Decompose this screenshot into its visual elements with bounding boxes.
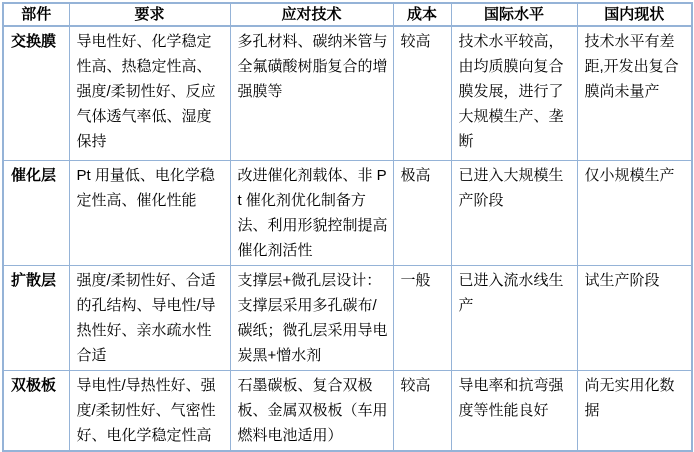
- column-header-component: 部件: [3, 3, 69, 26]
- row-header-diffusion-layer: 扩散层: [3, 265, 69, 370]
- cell-domestic-status: 仅小规模生产: [577, 160, 692, 265]
- column-header-cost: 成本: [393, 3, 451, 26]
- table-row-bipolar-plate: [3, 370, 692, 451]
- row-header-catalyst-layer: 催化层: [3, 160, 69, 265]
- cell-requirements: 强度/柔韧性好、合适的孔结构、导电性/导热性好、亲水疏水性合适: [69, 265, 230, 370]
- table-row-catalyst-layer: [3, 160, 692, 265]
- cell-cost: 极高: [393, 160, 451, 265]
- cell-requirements: 导电性/导热性好、强度/柔韧性好、气密性好、电化学稳定性高: [69, 370, 230, 451]
- cell-requirements: 导电性好、化学稳定性高、热稳定性高、强度/柔韧性好、反应气体透气率低、湿度保持: [69, 26, 230, 160]
- cell-technologies: 石墨碳板、复合双极板、金属双极板（车用燃料电池适用）: [230, 370, 393, 451]
- row-header-exchange-membrane: 交换膜: [3, 26, 69, 160]
- cell-international-level: 导电率和抗弯强度等性能良好: [451, 370, 577, 451]
- cell-cost: 较高: [393, 370, 451, 451]
- fuel-cell-components-table: [2, 2, 693, 452]
- cell-technologies: 改进催化剂载体、非 Pt 催化剂优化制备方法、利用形貌控制提高催化剂活性: [230, 160, 393, 265]
- table-row-exchange-membrane: [3, 26, 692, 160]
- cell-cost: 一般: [393, 265, 451, 370]
- header-row: [3, 3, 692, 26]
- cell-requirements: Pt 用量低、电化学稳定性高、催化性能: [69, 160, 230, 265]
- table-row-diffusion-layer: [3, 265, 692, 370]
- column-header-international-level: 国际水平: [451, 3, 577, 26]
- cell-domestic-status: 试生产阶段: [577, 265, 692, 370]
- cell-international-level: 已进入大规模生产阶段: [451, 160, 577, 265]
- cell-technologies: 多孔材料、碳纳米管与全氟磺酸树脂复合的增强膜等: [230, 26, 393, 160]
- cell-cost: 较高: [393, 26, 451, 160]
- cell-technologies: 支撑层+微孔层设计：支撑层采用多孔碳布/碳纸；微孔层采用导电炭黑+憎水剂: [230, 265, 393, 370]
- column-header-requirements: 要求: [69, 3, 230, 26]
- row-header-bipolar-plate: 双极板: [3, 370, 69, 451]
- cell-international-level: 已进入流水线生产: [451, 265, 577, 370]
- cell-domestic-status: 技术水平有差距,开发出复合膜尚未量产: [577, 26, 692, 160]
- column-header-domestic-status: 国内现状: [577, 3, 692, 26]
- cell-domestic-status: 尚无实用化数据: [577, 370, 692, 451]
- cell-international-level: 技术水平较高，由均质膜向复合膜发展，进行了大规模生产、垄断: [451, 26, 577, 160]
- column-header-technologies: 应对技术: [230, 3, 393, 26]
